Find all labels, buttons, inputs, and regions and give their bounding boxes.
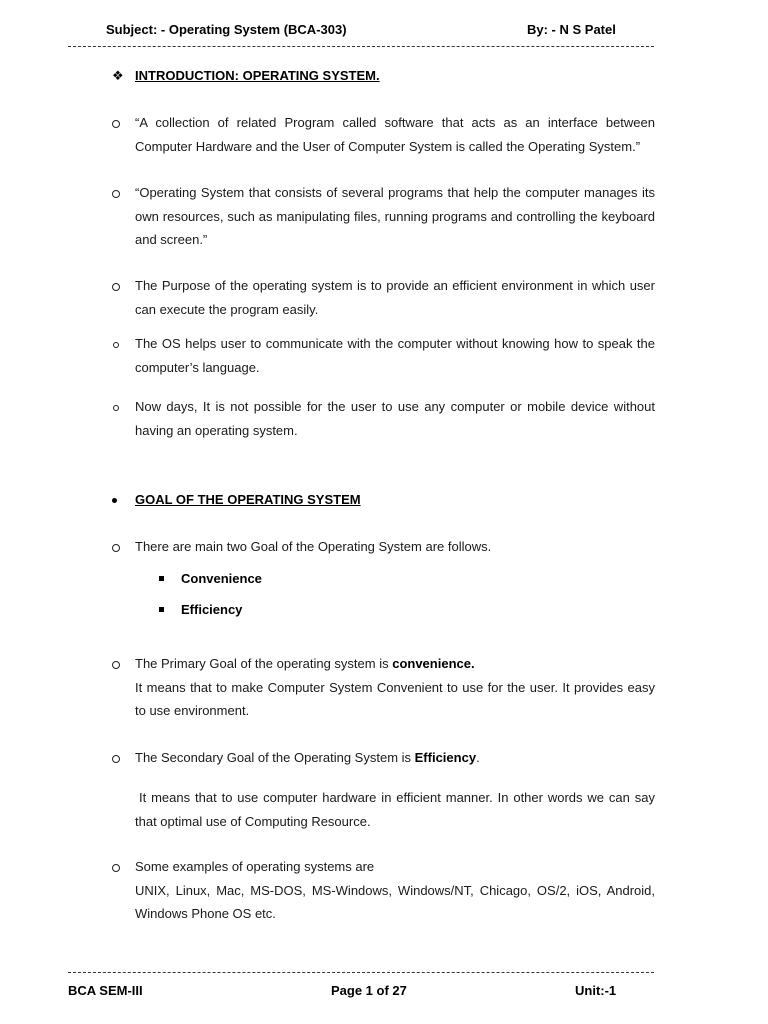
header-divider (68, 46, 654, 47)
os-examples (135, 855, 655, 926)
intro-item: “A collection of related Program called software that acts as an interface between Computer Hardware and the User of Computer System is called the Operating System.” (135, 115, 655, 154)
goal-item-efficiency: Efficiency (181, 602, 243, 617)
circle-bullet-icon (112, 120, 120, 128)
footer-unit: Unit:-1 (575, 983, 617, 998)
section-heading-introduction: INTRODUCTION: OPERATING SYSTEM. (135, 68, 380, 83)
circle-bullet-icon (112, 190, 120, 198)
circle-bullet-icon (112, 755, 120, 763)
os-examples-intro: Some examples of operating systems are (135, 859, 375, 874)
section-heading-goal: GOAL OF THE OPERATING SYSTEM (135, 492, 361, 507)
circle-bullet-icon (112, 283, 120, 291)
intro-item: The Purpose of the operating system is to provide an efficient environment in which user can execute the program easily. (135, 278, 655, 317)
goal-intro: There are main two Goal of the Operating System are follows. (135, 539, 492, 554)
goal-item-convenience: Convenience (181, 571, 262, 586)
circle-bullet-icon (113, 342, 119, 348)
circle-bullet-icon (112, 544, 120, 552)
circle-bullet-icon (112, 661, 120, 669)
square-bullet-icon (159, 607, 164, 612)
circle-bullet-icon (112, 864, 120, 872)
circle-bullet-icon (113, 405, 119, 411)
intro-item: Now days, It is not possible for the user to use any computer or mobile device without having an operating system. (135, 399, 655, 438)
intro-item: “Operating System that consists of several programs that help the computer manages its own resources, such as manipulating files, running programs and controlling the keyboard and screen.” (135, 185, 655, 247)
footer-page-number: Page 1 of 27 (331, 983, 407, 998)
primary-goal-detail: It means that to make Computer System Convenient to use for the user. It provides easy to use environment. (135, 679, 655, 718)
header-author: By: - N S Patel (527, 22, 616, 37)
disc-bullet-icon (112, 498, 117, 503)
primary-goal-text: The Primary Goal of the operating system is (135, 656, 393, 671)
secondary-goal (135, 746, 655, 770)
footer-course: BCA SEM-III (68, 983, 143, 998)
diamond-bullet-icon: ❖ (112, 68, 124, 83)
secondary-goal-period: . (476, 750, 480, 765)
primary-goal-bold: convenience. (392, 656, 475, 671)
secondary-goal-bold: Efficiency (414, 750, 477, 765)
footer-divider (68, 972, 654, 973)
header-subject: Subject: - Operating System (BCA-303) (106, 22, 347, 37)
intro-item: The OS helps user to communicate with the computer without knowing how to speak the computer’s language. (135, 336, 655, 375)
primary-goal (135, 652, 655, 723)
secondary-goal-text: The Secondary Goal of the Operating System is (135, 750, 415, 765)
secondary-goal-detail: It means that to use computer hardware in efficient manner. In other words we can say that optimal use of Computing Resource. (135, 790, 655, 829)
os-examples-list: UNIX, Linux, Mac, MS-DOS, MS-Windows, Windows/NT, Chicago, OS/2, iOS, Android, Windows Phone OS etc. (135, 882, 655, 921)
square-bullet-icon (159, 576, 164, 581)
